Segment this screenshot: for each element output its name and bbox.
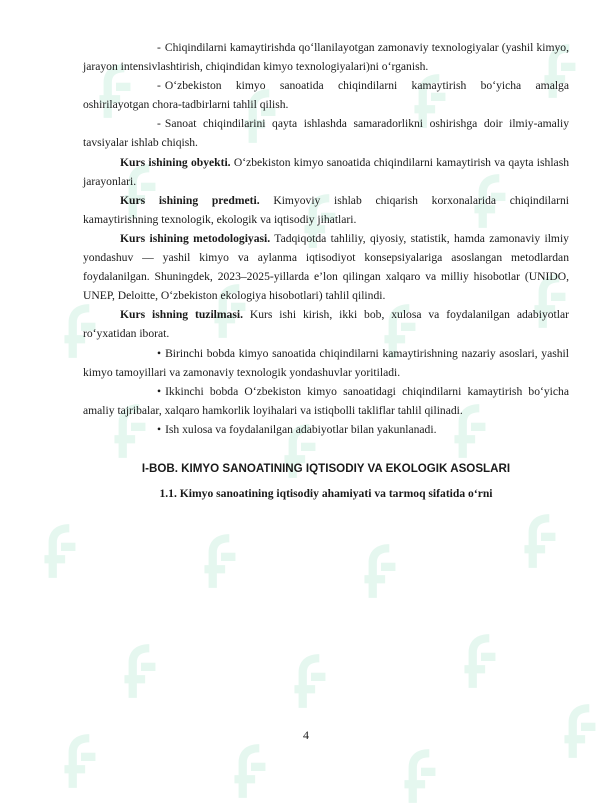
paragraph-text: Kurs ishi kirish, ikki bob, xulosa va foydalanilgan adabiyotlar ro‘yxatidan iborat. [83, 308, 569, 341]
watermark-logo-icon [460, 630, 502, 692]
structure-paragraph [83, 305, 569, 343]
objective-bullet-1 [83, 38, 569, 76]
watermark-logo-icon [200, 530, 242, 592]
subject-paragraph [83, 191, 569, 229]
bullet-marker: • [157, 384, 162, 398]
paragraph-text: O‘zbekiston kimyo sanoatida chiqindilarni kamaytirish bo‘yicha amalga oshirilayotgan chora-tadbirlarni tahlil qilish. [83, 79, 569, 112]
paragraph-label: Kurs ishining metodologiyasi. [120, 231, 271, 245]
bullet-marker: - [157, 117, 161, 131]
structure-bullet-3 [83, 420, 569, 439]
watermark-logo-icon [120, 640, 162, 702]
paragraph-text: O‘zbekiston kimyo sanoatida chiqindilarni kamaytirish va qayta ishlash jarayonlari. [83, 155, 570, 188]
chapter-title: I-BOB. KIMYO SANOATINING IQTISODIY VA EKOLOGIK ASOSLARI [141, 461, 511, 475]
paragraph-text: Kimyoviy ishlab chiqarish korxonalarida chiqindilarni kamaytirishning texnologik, ekologik va iqtisodiy jihatlari. [83, 193, 569, 226]
objective-bullet-2 [83, 76, 569, 114]
paragraph-text: Chiqindilarni kamaytirishda qo‘llanilayotgan zamonaviy texnologiyalar (yashil kimyo, jarayon intensivlashtirish, chiqindidan kimyo texnologiyalari)ni o‘rganish. [83, 41, 569, 74]
paragraph-text: Birinchi bobda kimyo sanoatida chiqindilarni kamaytirishning nazariy asoslari, yashil kimyo tamoyillari va zamonaviy texnologik yondashuvlar yoritiladi. [83, 346, 569, 379]
watermark-logo-icon [40, 520, 82, 582]
paragraph-text: Ish xulosa va foydalanilgan adabiyotlar bilan yakunlanadi. [165, 422, 437, 436]
paragraph-text: Tadqiqotda tahliliy, qiyosiy, statistik, hamda zamonaviy ilmiy yondashuv — yashil kimyo va aylanma iqtisodiyot konsepsiyalariga asoslangan metodlardan foydalanilgan. Shuningdek, 2023–2025-yillarda e’lon qilingan xalqaro va milliy hisobotlar (UNIDO, UNEP, Deloitte, O‘zbekiston ekologiya hisobotlari) tahlil qilindi. [83, 231, 569, 303]
structure-bullet-2 [83, 382, 569, 420]
bullet-marker: • [157, 422, 162, 436]
paragraph-text: Ikkinchi bobda O‘zbekiston kimyo sanoatidagi chiqindilarni kamaytirish bo‘yicha amaliy tajribalar, xalqaro hamkorlik loyihalari va istiqbolli takliflar tahlil qilinadi. [83, 384, 569, 417]
methodology-paragraph [83, 229, 569, 305]
structure-bullet-1 [83, 344, 569, 382]
bullet-marker: - [157, 79, 161, 93]
bullet-marker: - [157, 41, 161, 54]
watermark-logo-icon [230, 740, 272, 802]
watermark-logo-icon [290, 650, 332, 712]
paragraph-label: Kurs ishining obyekti. [120, 155, 231, 169]
section-title: 1.1. Kimyo sanoatining iqtisodiy ahamiyati va tarmoq sifatida o‘rni [159, 486, 493, 500]
watermark-logo-icon [360, 540, 402, 602]
object-paragraph [83, 153, 569, 191]
bullet-marker: • [157, 346, 162, 360]
watermark-logo-icon [400, 745, 442, 807]
document-body [83, 38, 569, 503]
paragraph-label: Kurs ishning tuzilmasi. [120, 308, 243, 322]
objective-bullet-3 [83, 114, 569, 152]
watermark-logo-icon [520, 510, 562, 572]
page-number: 4 [303, 728, 309, 742]
paragraph-text: Sanoat chiqindilarini qayta ishlashda samaradorlikni oshirishga doir ilmiy-amaliy tavsiyalar ishlab chiqish. [83, 117, 569, 150]
paragraph-label: Kurs ishining predmeti. [120, 193, 260, 207]
